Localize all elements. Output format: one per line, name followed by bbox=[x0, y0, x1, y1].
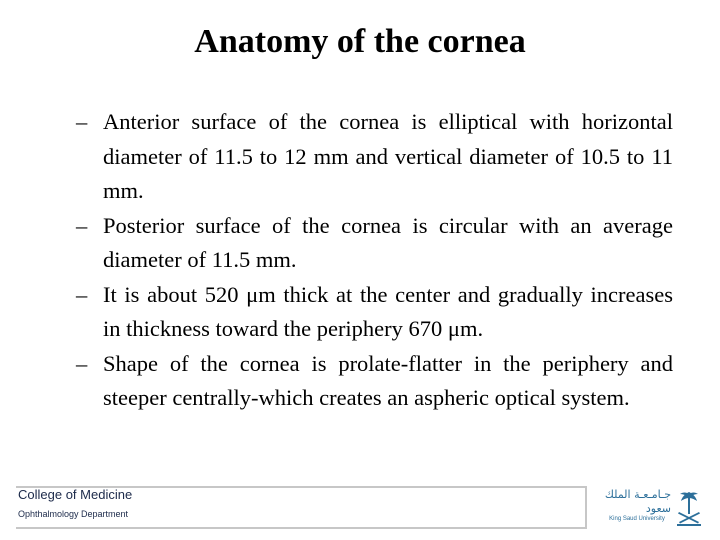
bullet-text: Anterior surface of the cornea is elliptical with horizontal diameter of 11.5 to 12 mm and vertical diameter of 10.5 to 11 mm. bbox=[103, 109, 673, 203]
slide-title: Anatomy of the cornea bbox=[194, 23, 526, 60]
footer-institution bbox=[18, 486, 132, 521]
bullet-dash: – bbox=[76, 212, 88, 238]
bullet-text: Posterior surface of the cornea is circular with an average diameter of 11.5 mm. bbox=[103, 212, 673, 272]
bullet-text: It is about 520 μm thick at the center and gradually increases in thickness toward the periphery 670 μm. bbox=[103, 281, 673, 341]
bullet-item bbox=[76, 278, 673, 347]
bullet-dash: – bbox=[76, 350, 88, 376]
bullet-item bbox=[76, 347, 673, 416]
bullet-item bbox=[76, 105, 673, 209]
footer-divider-bottom bbox=[16, 527, 586, 529]
department-name: Ophthalmology Department bbox=[18, 509, 129, 519]
bullet-list bbox=[76, 105, 673, 416]
bullet-dash: – bbox=[76, 281, 88, 307]
logo-arabic-text: جـامـعـة الملك سعود bbox=[604, 488, 671, 515]
college-name: College of Medicine bbox=[18, 487, 133, 502]
bullet-text: Shape of the cornea is prolate-flatter in the periphery and steeper centrally-which creates an aspheric optical system. bbox=[103, 350, 673, 410]
bullet-item bbox=[76, 209, 673, 278]
bullet-dash: – bbox=[76, 109, 88, 134]
university-logo bbox=[597, 488, 707, 528]
palm-swords-emblem-icon bbox=[675, 488, 703, 528]
footer-divider-vertical bbox=[585, 486, 587, 529]
logo-english-text: King Saud University bbox=[609, 516, 665, 522]
